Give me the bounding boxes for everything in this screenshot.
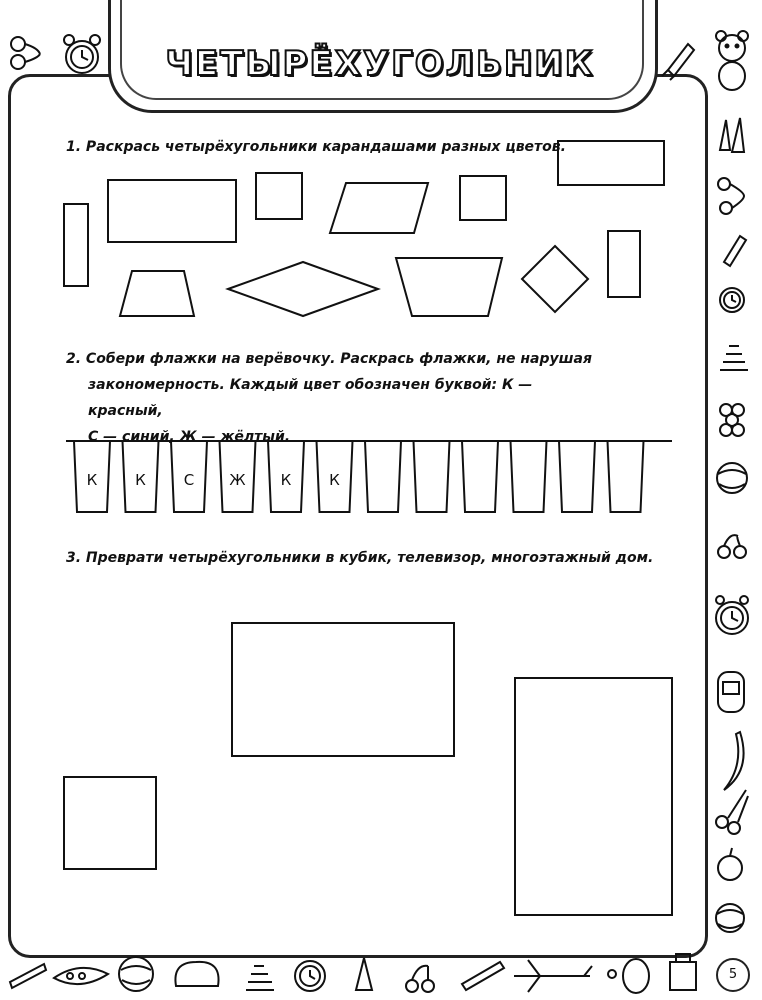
rocket-icon (54, 968, 108, 984)
cherry-icon (406, 966, 434, 992)
lemon-icon (623, 959, 649, 993)
flag-letter: К (329, 471, 340, 489)
task3-tall-rect[interactable] (515, 678, 672, 915)
banana-icon (724, 732, 744, 790)
page-title: ЧЕТЫРЁХУГОЛЬНИК (165, 44, 595, 84)
apple-icon (608, 970, 616, 978)
rocket-icon (662, 44, 694, 80)
flag-letter: К (135, 471, 146, 489)
airplane-icon (514, 960, 592, 992)
task-2-line-1: 2. Собери флажки на верёвочку. Раскрась флажки, не нарушая (66, 351, 592, 367)
task-3-instruction: 3. Преврати четырёхугольники в кубик, телевизор, многоэтажный дом. (66, 550, 654, 566)
quad-tall-rect-left[interactable] (64, 204, 88, 286)
pyramid-toy-icon (246, 966, 274, 990)
flag[interactable] (608, 441, 644, 512)
scissors-icon (716, 790, 748, 834)
task3-center-rect[interactable] (232, 623, 454, 756)
task-2-line-2: закономерность. Каждый цвет обозначен буквой: К — красный, (88, 377, 533, 419)
flag-letter: К (86, 471, 98, 489)
flag[interactable] (559, 441, 595, 512)
page-number: 5 (716, 958, 750, 992)
alarm-clock-icon (716, 596, 748, 634)
grapes-icon (175, 962, 218, 986)
pencils-icon (462, 962, 504, 990)
quad-top-right-rect[interactable] (558, 141, 664, 185)
ball-icon (717, 463, 747, 493)
cherry-icon (718, 178, 744, 214)
pyramid-toy-icon (720, 346, 748, 370)
quad-inverted-trapezoid[interactable] (396, 258, 502, 316)
quad-tall-rect-right[interactable] (608, 231, 640, 297)
car-icon (718, 672, 744, 712)
cherry-icon (718, 535, 746, 558)
quad-trapezoid[interactable] (120, 271, 194, 316)
cherry-icon (11, 37, 40, 69)
task-1-instruction: 1. Раскрась четырёхугольники карандашами разных цветов. (66, 139, 566, 155)
ball-icon (119, 957, 153, 991)
task3-square[interactable] (64, 777, 156, 869)
rocket-icon (724, 236, 746, 266)
flag[interactable] (365, 441, 401, 512)
flags-row (74, 441, 644, 512)
quad-rhombus[interactable] (228, 262, 378, 316)
quad-square-2[interactable] (460, 176, 506, 220)
teddy-bear-icon (716, 31, 748, 90)
alarm-clock-icon (64, 35, 100, 73)
flag[interactable] (511, 441, 547, 512)
flag-letter: С (183, 471, 195, 489)
ball-icon (716, 904, 744, 932)
flag-letter: К (280, 471, 292, 489)
quad-square-small[interactable] (256, 173, 302, 219)
task-2-line-3: С — синий, Ж — жёлтый. (88, 429, 291, 445)
apple-icon (718, 848, 742, 880)
grapes-icon (720, 404, 744, 436)
rocket-icon (356, 958, 372, 990)
quad-diamond-square[interactable] (522, 246, 588, 312)
flag-letter: Ж (229, 471, 246, 489)
pencils-icon (10, 964, 46, 988)
pencils-icon (720, 118, 744, 152)
flag[interactable] (462, 441, 498, 512)
flag[interactable] (414, 441, 450, 512)
quad-parallelogram[interactable] (330, 183, 428, 233)
alarm-clock-icon (295, 961, 325, 991)
clock-icon (720, 288, 744, 312)
quad-wide-rect[interactable] (108, 180, 236, 242)
robot-icon (670, 954, 696, 990)
